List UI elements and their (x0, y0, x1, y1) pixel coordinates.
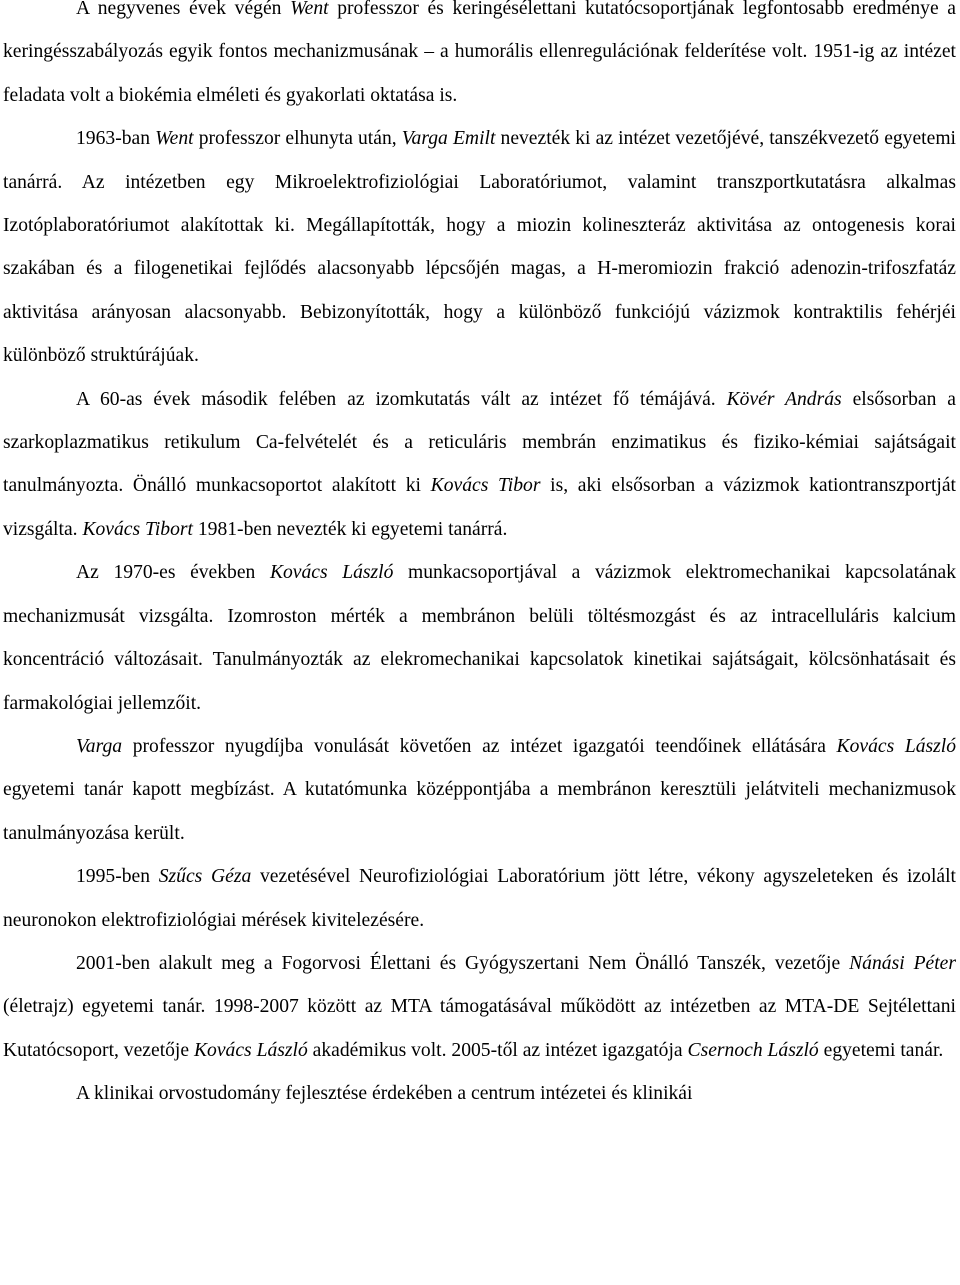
text-run: egyetemi tanár kapott megbízást. A kutatómunka középpontjába a membránon keresztüli jelátviteli mechanizmusok tanulmányozása került. (3, 779, 956, 844)
text-run: egyetemi tanár. (818, 1039, 944, 1061)
paragraph (3, 942, 956, 1072)
paragraph (3, 0, 956, 117)
paragraph (3, 378, 956, 552)
person-name: Kovács László (193, 1039, 308, 1061)
person-name: Csernoch László (687, 1039, 819, 1061)
text-run: 1963-ban (76, 128, 156, 150)
text-run: professzor nyugdíjba vonulását követően az intézet igazgatói teendőinek ellátására (122, 735, 837, 757)
text-run: akadémikus volt. 2005-től az intézet igazgatója (307, 1039, 688, 1061)
text-run: A klinikai orvostudomány fejlesztése érdekében a centrum intézetei és klinikái (76, 1083, 693, 1105)
person-name: Kovács László (269, 562, 394, 584)
text-run: elsősorban a szarkoplazmatikus retikulum Ca-felvételét és a reticuláris membrán enzimatikus és fiziko-kémiai sajátságait tanulmányozta. Önálló munkacsoportot alakított ki (3, 388, 956, 497)
text-run: is, aki elsősorban a vázizmok kationtranszportját vizsgálta. (3, 475, 956, 540)
text-run: A negyvenes évek végén (76, 0, 291, 19)
person-name: Kovács László (836, 735, 956, 757)
paragraph (3, 551, 956, 725)
paragraph (3, 855, 956, 942)
paragraph (3, 117, 956, 377)
text-run: Az 1970-es években (76, 562, 270, 584)
text-run: A 60-as évek második felében az izomkutatás vált az intézet fő témájává. (76, 388, 727, 410)
text-run: 2001-ben alakult meg a Fogorvosi Élettani és Gyógyszertani Nem Önálló Tanszék, vezetője (76, 952, 850, 974)
text-run: 1981-ben nevezték ki egyetemi tanárrá. (192, 518, 508, 540)
text-run: professzor és keringésélettani kutatócsoportjának legfontosabb eredménye a keringésszabályozás egyik fontos mechanizmusának – a humorális ellenregulációnak felderítése volt. 1951-ig az intézet feladata volt a biokémia elméleti és gyakorlati oktatása is. (3, 0, 957, 106)
text-run: nevezték ki az intézet vezetőjévé, tanszékvezető egyetemi tanárrá. Az intézetben egy Mikroelektrofiziológiai Laboratóriumot, valamint transzportkutatásra alkalmas Izotóplaboratóriumot alakítottak ki. Megállapították, hogy a miozin kolineszteráz aktivitása az ontogenesis korai szakában és a filogenetikai fejlődés alacsonyabb lépcsőjén magas, a H-meromiozin frakció adenozin-trifoszfatáz aktivitása arányosan alacsonyabb. Bebizonyították, hogy a különböző funkciójú vázizmok kontraktilis fehérjéi különböző struktúrájúak. (3, 128, 957, 367)
person-name: Kovács Tibort (82, 518, 193, 540)
text-run: 1995-ben (76, 866, 159, 888)
person-name: Went (290, 0, 329, 19)
person-name: Varga (76, 735, 123, 757)
person-name: Szűcs Géza (158, 866, 252, 888)
paragraph (3, 725, 956, 855)
person-name: Nánási Péter (849, 952, 957, 974)
person-name: Kövér András (726, 388, 842, 410)
text-run: professzor elhunyta után, (193, 128, 402, 150)
person-name: Kovács Tibor (430, 475, 541, 497)
person-name: Went (155, 128, 194, 150)
person-name: Varga Emilt (401, 128, 496, 150)
text-run: (életrajz) egyetemi tanár. 1998-2007 között az MTA támogatásával működött az intézetben az MTA-DE Sejtélettani Kutatócsoport, vezetője (3, 996, 956, 1061)
text-run: munkacsoportjával a vázizmok elektromechanikai kapcsolatának mechanizmusát vizsgálta. Izomroston mérték a membránon belüli töltésmozgást és az intracelluláris kalcium koncentráció változásait. Tanulmányozták az elekromechanikai kapcsolatok kinetikai sajátságait, kölcsönhatásait és farmakológiai jellemzőit. (3, 562, 956, 714)
paragraph (3, 1072, 956, 1115)
document-page (3, 0, 956, 1116)
text-run: vezetésével Neurofiziológiai Laboratórium jött létre, vékony agyszeleteken és izolált neuronokon elektrofiziológiai mérések kivitelezésére. (3, 866, 956, 931)
